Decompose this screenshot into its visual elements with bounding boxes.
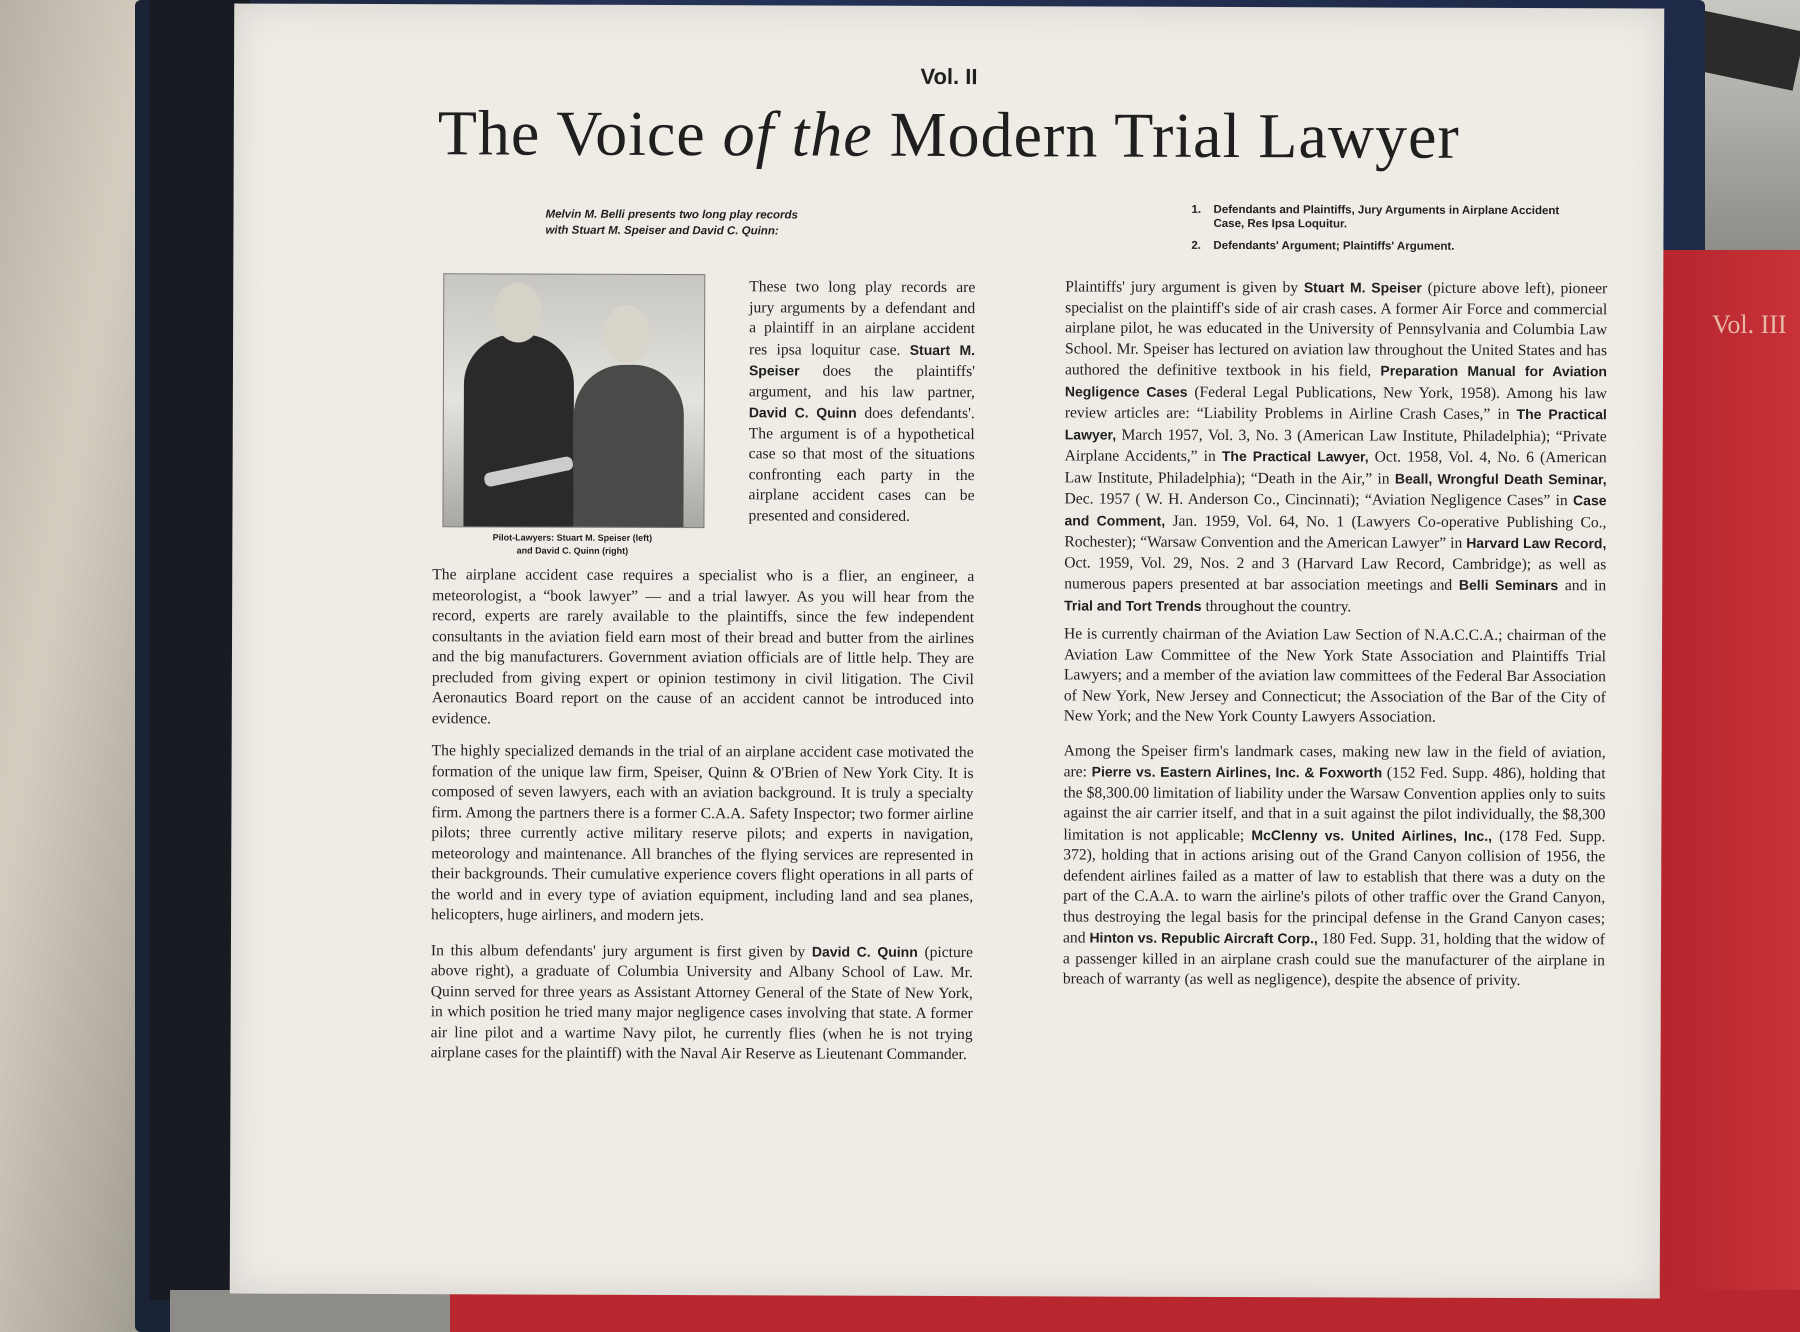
text-run: does the plaintiffs' argument, and his law partner,	[748, 362, 976, 401]
track-number: 2.	[1191, 239, 1202, 252]
text-run: Dec. 1957 ( W. H. Anderson Co., Cincinnati); “Aviation Negligence Cases” in	[1064, 490, 1574, 510]
publication-title: Beall, Wrongful Death Seminar,	[1394, 470, 1607, 487]
text-run: Oct. 1959, Vol. 29, Nos. 2 and 3 (Harvard Law Record, Cambridge); as well as numerous papers presented at bar association meetings and	[1064, 553, 1607, 594]
track-item	[1191, 239, 1571, 254]
paragraph: The airplane accident case requires a specialist who is a flier, an engineer, a meteorologist, a “book lawyer” — and a trial lawyer. As you will hear from the record, experts are rarely available to the plaintiffs, since the few independent consultants in the aviation field earn most of their bread and butter from the airlines and the big manufacturers. Government aviation officials are of little help. They are precluded from giving expert or opinion testimony in civil litigation. The Civil Aeronautics Board report on the cause of an accident cannot be introduced into evidence.	[431, 566, 975, 727]
text-run: 180 Fed. Supp. 31, holding that the widow of a passenger killed in an airplane crash could sue the manufacturer of the airplane in breach of warranty (as well as negligence), despite the absence of privity.	[1062, 930, 1606, 990]
publication-title: Harvard Law Record,	[1466, 534, 1607, 552]
photo-head-left	[494, 282, 542, 342]
text-run: (picture above right), a graduate of Columbia University and Albany School of Law. Mr. Quinn served for three years as Assistant Attorney General of the State of New York, in which position he tried many major negligence cases involving that state. A former air line pilot and a wartime Navy pilot, he currently flies (when he is not trying airplane cases for the plaintiff) with the Naval Air Reserve as Lieutenant Commander.	[430, 943, 973, 1064]
adjacent-volume	[1640, 250, 1800, 1332]
track-title: Defendants' Argument; Plaintiffs' Argument.	[1213, 239, 1455, 253]
track-list	[1191, 203, 1571, 262]
track-item	[1191, 203, 1571, 232]
intro-paragraph	[748, 277, 975, 527]
bottom-surface	[170, 1290, 470, 1332]
publication-title: Case and Comment,	[1064, 492, 1607, 529]
track-number: 1.	[1191, 203, 1202, 216]
paragraph: The highly specialized demands in the trial of an airplane accident case motivated the formation of the unique law firm, Speiser, Quinn & O'Brien of New York City. It is composed of seven lawyers, each with an aviation background. It is truly a specialty firm. Among the partners there is a former C.A.A. Safety Inspector; two former airline pilots; three currently active military reserve pilots; and experts in navigation, meteorology and maintenance. All branches of the flying services are represented in their backgrounds. Their cumulative experience covers flight operations in all parts of the world and in every type of aviation equipment, including land and sea planes, helicopters, huge airliners, and modern jets.	[431, 742, 974, 925]
publication-title: The Practical Lawyer,	[1064, 405, 1607, 443]
photo-caption	[442, 531, 702, 558]
right-column	[1063, 276, 1607, 991]
name-bold: David C. Quinn	[748, 404, 857, 421]
text-run: does defendants'. The argument is of a hypothetical case so that most of the situations confronting each party in the airplane accident cases can be presented and considered.	[748, 404, 975, 525]
case-name: McClenny vs. United Airlines, Inc.,	[1251, 826, 1493, 844]
lawyers-photo	[442, 273, 705, 528]
credits-line: with Stuart M. Speiser and David C. Quinn:	[545, 224, 779, 238]
paragraph	[1064, 276, 1607, 618]
publication-title: The Practical Lawyer,	[1221, 447, 1369, 465]
publication-title: Belli Seminars	[1458, 576, 1559, 594]
caption-line: Pilot-Lawyers: Stuart M. Speiser (left)	[492, 532, 653, 543]
left-column	[431, 565, 975, 1065]
text-run: March 1957, Vol. 3, No. 3 (American Law Institute, Philadelphia); “Private Airplane Accidents,” in	[1064, 426, 1607, 465]
credits	[545, 207, 905, 240]
text-run: Among the Speiser firm's landmark cases, making new law in the field of aviation, are:	[1063, 741, 1606, 781]
table-surface	[0, 0, 150, 1332]
title-part-2: Modern Trial Lawyer	[872, 98, 1460, 172]
paragraph	[1063, 741, 1606, 992]
photo-figure-left	[463, 334, 574, 528]
case-name: Hinton vs. Republic Aircraft Corp.,	[1089, 929, 1318, 947]
volume-label: Vol. II	[920, 63, 978, 90]
publication-title: Trial and Tort Trends	[1064, 596, 1202, 614]
photo-head-right	[604, 305, 650, 363]
title-italic: of the	[722, 98, 873, 170]
text-run: These two long play records are jury arguments by a defendant and a plaintiff in an airplane accident res ipsa loquitur case.	[749, 278, 976, 359]
album-page	[230, 4, 1664, 1299]
text-run: and in	[1558, 577, 1607, 595]
track-title: Defendants and Plaintiffs, Jury Arguments in Airplane Accident Case, Res Ipsa Loquitur.	[1213, 203, 1560, 231]
case-name: Pierre vs. Eastern Airlines, Inc. & Foxworth	[1091, 763, 1383, 781]
photo-figure-right	[573, 365, 684, 528]
paragraph	[431, 940, 973, 1066]
name-bold: Stuart M. Speiser	[1303, 279, 1422, 296]
book-title: Preparation Manual for Aviation Negligence Cases	[1064, 362, 1608, 400]
caption-line: and David C. Quinn (right)	[516, 545, 629, 556]
text-run: (178 Fed. Supp. 372), holding that in actions arising out of the Grand Canyon collision of 1956, the defendent airlines failed as a matter of law to establish that there was a duty on the part of the C.A.A. to warn the airline's pilots of other traffic over the Grand Canyon, thus destroying the legal basis for the principal defense in the Grand Canyon cases; and	[1062, 827, 1606, 947]
text-run: In this album defendants' jury argument is first given by	[430, 941, 812, 961]
paragraph: He is currently chairman of the Aviation Law Section of N.A.C.C.A.; chairman of the Aviation Law Committee of the New York State Association and Plaintiffs Trial Lawyers; and a member of the aviation law committees of the Federal Bar Association of New York, New Jersey and Connecticut; the Association of the Bar of the City of New York; and the New York County Lawyers Association.	[1063, 625, 1607, 726]
text-run: (152 Fed. Supp. 486), holding that the $8,300.00 limitation of liability under the Warsaw Convention applies only to suits against the air carrier itself, and that in a suit against the pilot individually, the $8,300 limitation is not applicable;	[1063, 764, 1606, 844]
adjacent-volume-label: Vol. III	[1712, 310, 1787, 339]
text-run: (Federal Legal Publications, New York, 1958). Among his law review articles are: “Liability Problems in Airline Crash Cases,” in	[1064, 383, 1607, 423]
text-run: Jan. 1959, Vol. 64, No. 1 (Lawyers Co-operative Publishing Co., Rochester); “Warsaw Convention and the American Lawyer” in	[1064, 512, 1607, 552]
text-run: throughout the country.	[1201, 597, 1352, 615]
text-run: Oct. 1958, Vol. 4, No. 6 (American Law Institute, Philadelphia); “Death in the Air,” in	[1064, 448, 1607, 488]
text-run: (picture above left), pioneer specialist on the plaintiff's side of air crash cases. A former Air Force and commercial airplane pilot, he was educated in the University of Pennsylvania and Columbia Law School. Mr. Speiser has lectured on aviation law throughout the United States and has authored the definitive textbook in his field,	[1064, 279, 1608, 380]
title-part-1: The Voice	[437, 97, 723, 170]
name-bold: Stuart M. Speiser	[748, 341, 976, 379]
credits-line: Melvin M. Belli presents two long play records	[545, 208, 798, 222]
text-run: Plaintiffs' jury argument is given by	[1065, 278, 1304, 297]
name-bold: David C. Quinn	[811, 943, 918, 960]
page-title	[234, 96, 1664, 175]
